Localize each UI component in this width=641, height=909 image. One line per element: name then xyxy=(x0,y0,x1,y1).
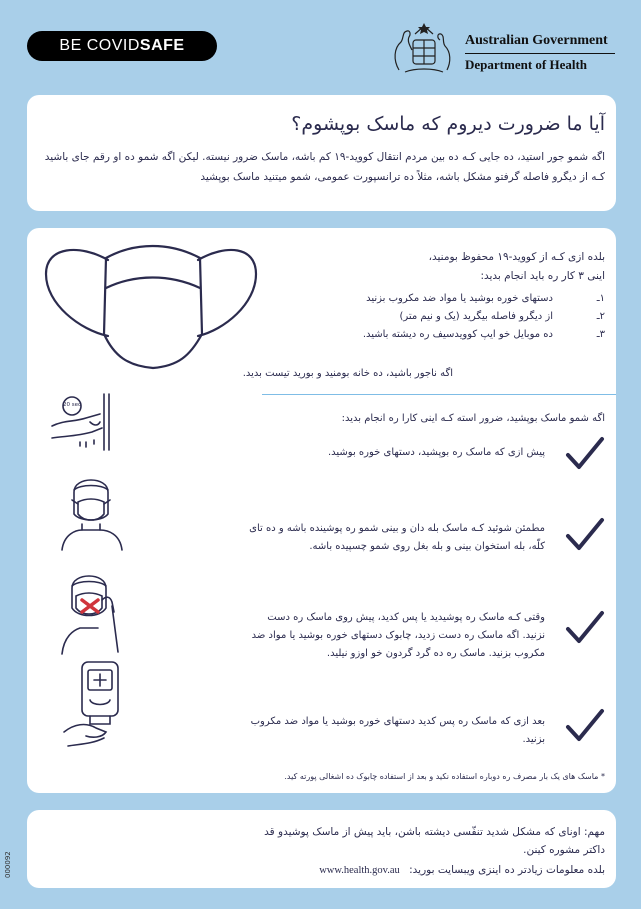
timer-label: 20 sec xyxy=(62,402,82,408)
sanitiser-icon xyxy=(62,660,128,752)
brand-safe: SAFE xyxy=(139,37,185,54)
divider xyxy=(262,394,616,395)
steps-heading-1: بلده ازی کـه از کووید-۱۹ محفوظ بومنید، xyxy=(428,251,605,263)
covidsafe-badge xyxy=(27,31,217,61)
step-num-3: ۳ـ xyxy=(596,329,605,340)
more-info xyxy=(45,862,605,879)
mask-step-text-3: وقتی کـه ماسک ره پوشیدید یا پس کدید، پیش روی ماسک ره دست نزنید. اگه ماسک ره دست زدید، چابوک دستهای خوره بوشید یا مواد ضد مکروب بزنید. ماسک ره ده گرد گردون خو اوزو نیلید. xyxy=(251,612,545,659)
document-code: 000092 xyxy=(4,851,12,878)
step-num-1: ۱ـ xyxy=(596,293,605,304)
intro-text: اگه شمو جور استید، ده جایی کـه ده بین مردم انتقال کووید-۱۹ کم باشه، ماسک ضرور نیسته. لیکن اگه شمو ده او رقم جای باشید کـه از دیگرو فاصله گرفتو مشکل باشه، مثلاً ده ترانسپورت عمومی، شمو میتنید ماسک بوپشید xyxy=(44,151,605,183)
step-text-1: دستهای خوره بوشید یا مواد ضد مکروب بزنید xyxy=(366,293,553,304)
gov-logo xyxy=(385,22,620,77)
mask-step-text-4: بعد ازی که ماسک ره پس کدید دستهای خوره بوشید یا مواد ضد مکروب بزنید. xyxy=(250,716,545,745)
checkmark-icon xyxy=(565,608,605,648)
face-mask-icon xyxy=(40,238,262,374)
person-touch-mask-icon xyxy=(58,566,128,658)
handwash-icon xyxy=(50,392,120,452)
coat-of-arms-icon xyxy=(385,22,461,77)
mask-step-text-2: مطمئن شوئید کـه ماسک بله دان و بینی شمو ره پوشینده باشه و ده تای کلّه، بله استخوان بینی و بله بغل روی شمو چسپیده باشه. xyxy=(249,523,545,552)
checkmark-icon xyxy=(565,434,605,474)
checkmark-icon xyxy=(565,706,605,746)
steps-heading-2: اینی ۳ کار ره باید انجام بدید: xyxy=(480,270,605,282)
important-note: مهم: اونای که مشکل شدید تنفّسی دیشته باشن، باید پیش از ماسک پوشیدو قد داکتر مشوره کینن. xyxy=(264,826,605,856)
sick-advice: اگه ناجور باشید، ده خانه بومنید و بورید تیست بدید. xyxy=(242,368,453,379)
red-x-icon xyxy=(82,600,98,612)
brand-be: BE COVID xyxy=(59,37,140,54)
step-num-2: ۲ـ xyxy=(596,311,605,322)
more-info-text: بلده معلومات زیادتر ده اینزی ویبسایت بورید: xyxy=(409,864,605,876)
mask-section-lead: اگه شمو ماسک بوپشید، ضرور استه کـه اینی کارا ره انجام بدید: xyxy=(341,413,605,424)
person-mask-icon xyxy=(58,470,128,552)
mask-step-text-1: پیش ازی که ماسک ره بوپشید، دستهای خوره بوشید. xyxy=(327,447,545,458)
step-text-3: ده موبایل خو ایپ کوویدسیف ره دیشته باشید. xyxy=(362,329,553,340)
department-name: Department of Health xyxy=(465,57,588,72)
footnote: * ماسک های یک بار مصرف ره دوباره استفاده نکید و بعد از استفاده چابوک ده اشغالی پورته کید. xyxy=(284,772,605,781)
checkmark-icon xyxy=(565,515,605,555)
page-title: آیا ما ضرورت دیروم که ماسک بوپشوم؟ xyxy=(291,113,605,135)
gov-rule xyxy=(465,53,615,54)
health-website-link[interactable]: www.health.gov.au xyxy=(319,865,400,876)
gov-name: Australian Government xyxy=(465,33,608,48)
steps-heading xyxy=(275,248,605,286)
step-text-2: از دیگرو فاصله بیگرید (یک و نیم متر) xyxy=(399,311,553,322)
